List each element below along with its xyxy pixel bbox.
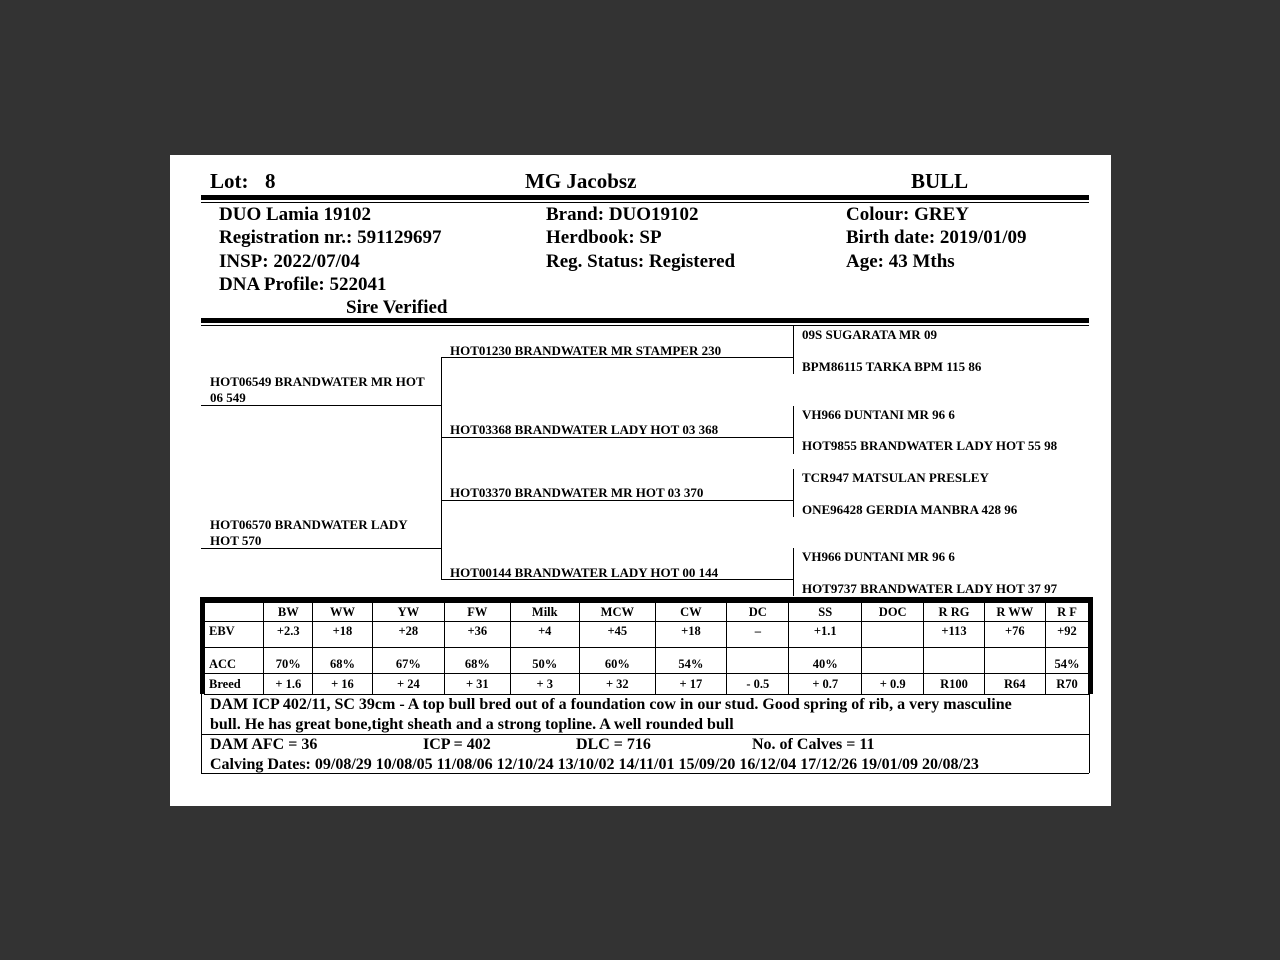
ebv-cell: +113	[924, 622, 984, 648]
pedigree-gg: ONE96428 GERDIA MANBRA 428 96	[802, 502, 1018, 517]
dam-icp: ICP = 402	[423, 736, 491, 753]
reg-status: Reg. Status: Registered	[546, 251, 736, 272]
colour: Colour: GREY	[846, 204, 969, 225]
pedigree-line	[793, 548, 794, 596]
pedigree-sire-dam: HOT03368 BRANDWATER LADY HOT 03 368	[450, 422, 719, 437]
pedigree-line	[793, 326, 794, 374]
pedigree-gg: 09S SUGARATA MR 09	[802, 327, 937, 342]
ebv-header-cell: MCW	[580, 603, 656, 622]
birth-date: Birth date: 2019/01/09	[846, 227, 1027, 248]
ebv-cell: 40%	[789, 648, 862, 674]
pedigree-line	[441, 437, 793, 438]
ebv-header-cell: YW	[372, 603, 445, 622]
breeder-name: MG Jacobsz	[525, 169, 637, 193]
ebv-row	[205, 622, 1089, 648]
info-rule-thin	[201, 325, 1089, 326]
ebv-cell: - 0.5	[727, 674, 789, 695]
ebv-cell: +4	[510, 622, 579, 648]
pedigree-gg: TCR947 MATSULAN PRESLEY	[802, 470, 989, 485]
ebv-cell: + 1.6	[264, 674, 313, 695]
ebv-cell: + 17	[655, 674, 727, 695]
ebv-cell	[862, 648, 924, 674]
ebv-cell: +18	[655, 622, 727, 648]
ebv-header-cell: DOC	[862, 603, 924, 622]
ebv-header-cell: FW	[445, 603, 510, 622]
ebv-cell: R100	[924, 674, 984, 695]
brand: Brand: DUO19102	[546, 204, 699, 225]
dam-afc: DAM AFC = 36	[210, 736, 318, 753]
ebv-header-cell: Milk	[510, 603, 579, 622]
insp-date: INSP: 2022/07/04	[219, 251, 360, 272]
comment-line: DAM ICP 402/11, SC 39cm - A top bull bred out of a foundation cow in our stud. Good spring of rib, a very masculine	[210, 696, 1012, 713]
dam-calves: No. of Calves = 11	[752, 736, 875, 753]
lot-label: Lot:	[210, 169, 249, 193]
pedigree-gg: VH966 DUNTANI MR 96 6	[802, 549, 955, 564]
dam-dlc: DLC = 716	[576, 736, 651, 753]
pedigree-line	[793, 469, 794, 517]
pedigree-line	[793, 406, 794, 454]
sex-label: BULL	[911, 169, 969, 193]
comment-border-bottom	[201, 773, 1089, 774]
ebv-cell: 70%	[264, 648, 313, 674]
ebv-cell: 54%	[655, 648, 727, 674]
ebv-table-frame	[200, 597, 1093, 694]
herdbook: Herdbook: SP	[546, 227, 662, 248]
ebv-row-label: EBV	[205, 622, 264, 648]
ebv-cell: + 24	[372, 674, 445, 695]
age: Age: 43 Mths	[846, 251, 955, 272]
info-rule	[201, 318, 1089, 323]
pedigree-gg: VH966 DUNTANI MR 96 6	[802, 407, 955, 422]
pedigree-dam-sire: HOT03370 BRANDWATER MR HOT 03 370	[450, 485, 704, 500]
ebv-cell	[862, 622, 924, 648]
ebv-row	[205, 648, 1089, 674]
pedigree-sire-sire: HOT01230 BRANDWATER MR STAMPER 230	[450, 343, 722, 358]
ebv-cell: 54%	[1045, 648, 1088, 674]
ebv-header-cell: DC	[727, 603, 789, 622]
comment-border-right	[1089, 694, 1090, 773]
pedigree-gg: BPM86115 TARKA BPM 115 86	[802, 359, 982, 374]
sire-verified: Sire Verified	[346, 297, 448, 318]
pedigree-dam-dam: HOT00144 BRANDWATER LADY HOT 00 144	[450, 565, 719, 580]
ebv-cell: + 32	[580, 674, 656, 695]
pedigree-dam: HOT06570 BRANDWATER LADY HOT 570	[210, 517, 408, 548]
header-rule-thin	[201, 202, 1089, 203]
comment-line: bull. He has great bone,tight sheath and a strong topline. A well rounded bull	[210, 716, 734, 733]
ebv-cell: 50%	[510, 648, 579, 674]
ebv-header-cell: R WW	[984, 603, 1045, 622]
ebv-cell: R64	[984, 674, 1045, 695]
pedigree-gg: HOT9855 BRANDWATER LADY HOT 55 98	[802, 438, 1058, 453]
ebv-cell: –	[727, 622, 789, 648]
ebv-cell: 67%	[372, 648, 445, 674]
ebv-cell: +92	[1045, 622, 1088, 648]
ebv-cell: 68%	[445, 648, 510, 674]
ebv-cell: +2.3	[264, 622, 313, 648]
pedigree-line	[441, 500, 793, 501]
ebv-header-cell	[205, 603, 264, 622]
ebv-cell	[727, 648, 789, 674]
ebv-cell: + 31	[445, 674, 510, 695]
ebv-cell: +1.1	[789, 622, 862, 648]
dna-profile: DNA Profile: 522041	[219, 274, 387, 295]
ebv-cell	[924, 648, 984, 674]
ebv-cell: +76	[984, 622, 1045, 648]
calving-dates: Calving Dates: 09/08/29 10/08/05 11/08/06 12/10/24 13/10/02 14/11/01 15/09/20 16/12/04 17/12/26 19/01/09 20/08/23	[210, 756, 979, 773]
ebv-cell: +18	[313, 622, 372, 648]
ebv-cell: + 0.7	[789, 674, 862, 695]
lot-number: 8	[265, 169, 276, 193]
ebv-row	[205, 674, 1089, 695]
ebv-cell: 60%	[580, 648, 656, 674]
ebv-cell: + 16	[313, 674, 372, 695]
registration-number: Registration nr.: 591129697	[219, 227, 442, 248]
ebv-cell: +28	[372, 622, 445, 648]
ebv-header-cell: CW	[655, 603, 727, 622]
ebv-header-cell: R RG	[924, 603, 984, 622]
animal-name: DUO Lamia 19102	[219, 204, 371, 225]
ebv-header-cell: SS	[789, 603, 862, 622]
ebv-cell: +45	[580, 622, 656, 648]
ebv-cell: + 0.9	[862, 674, 924, 695]
ebv-header-cell: R F	[1045, 603, 1088, 622]
ebv-table	[204, 602, 1089, 695]
pedigree-line	[441, 357, 442, 580]
ebv-cell	[984, 648, 1045, 674]
ebv-header-cell: WW	[313, 603, 372, 622]
ebv-cell: 68%	[313, 648, 372, 674]
ebv-cell: + 3	[510, 674, 579, 695]
comment-rule	[201, 734, 1089, 735]
ebv-row-label: ACC	[205, 648, 264, 674]
ebv-header-cell: BW	[264, 603, 313, 622]
pedigree-gg: HOT9737 BRANDWATER LADY HOT 37 97	[802, 581, 1058, 596]
ebv-cell: +36	[445, 622, 510, 648]
ebv-header-row	[205, 603, 1089, 622]
comment-border-left	[201, 694, 202, 773]
ebv-cell: R70	[1045, 674, 1088, 695]
pedigree-sire: HOT06549 BRANDWATER MR HOT 06 549	[210, 374, 425, 405]
ebv-row-label: Breed	[205, 674, 264, 695]
header-rule	[201, 195, 1089, 200]
